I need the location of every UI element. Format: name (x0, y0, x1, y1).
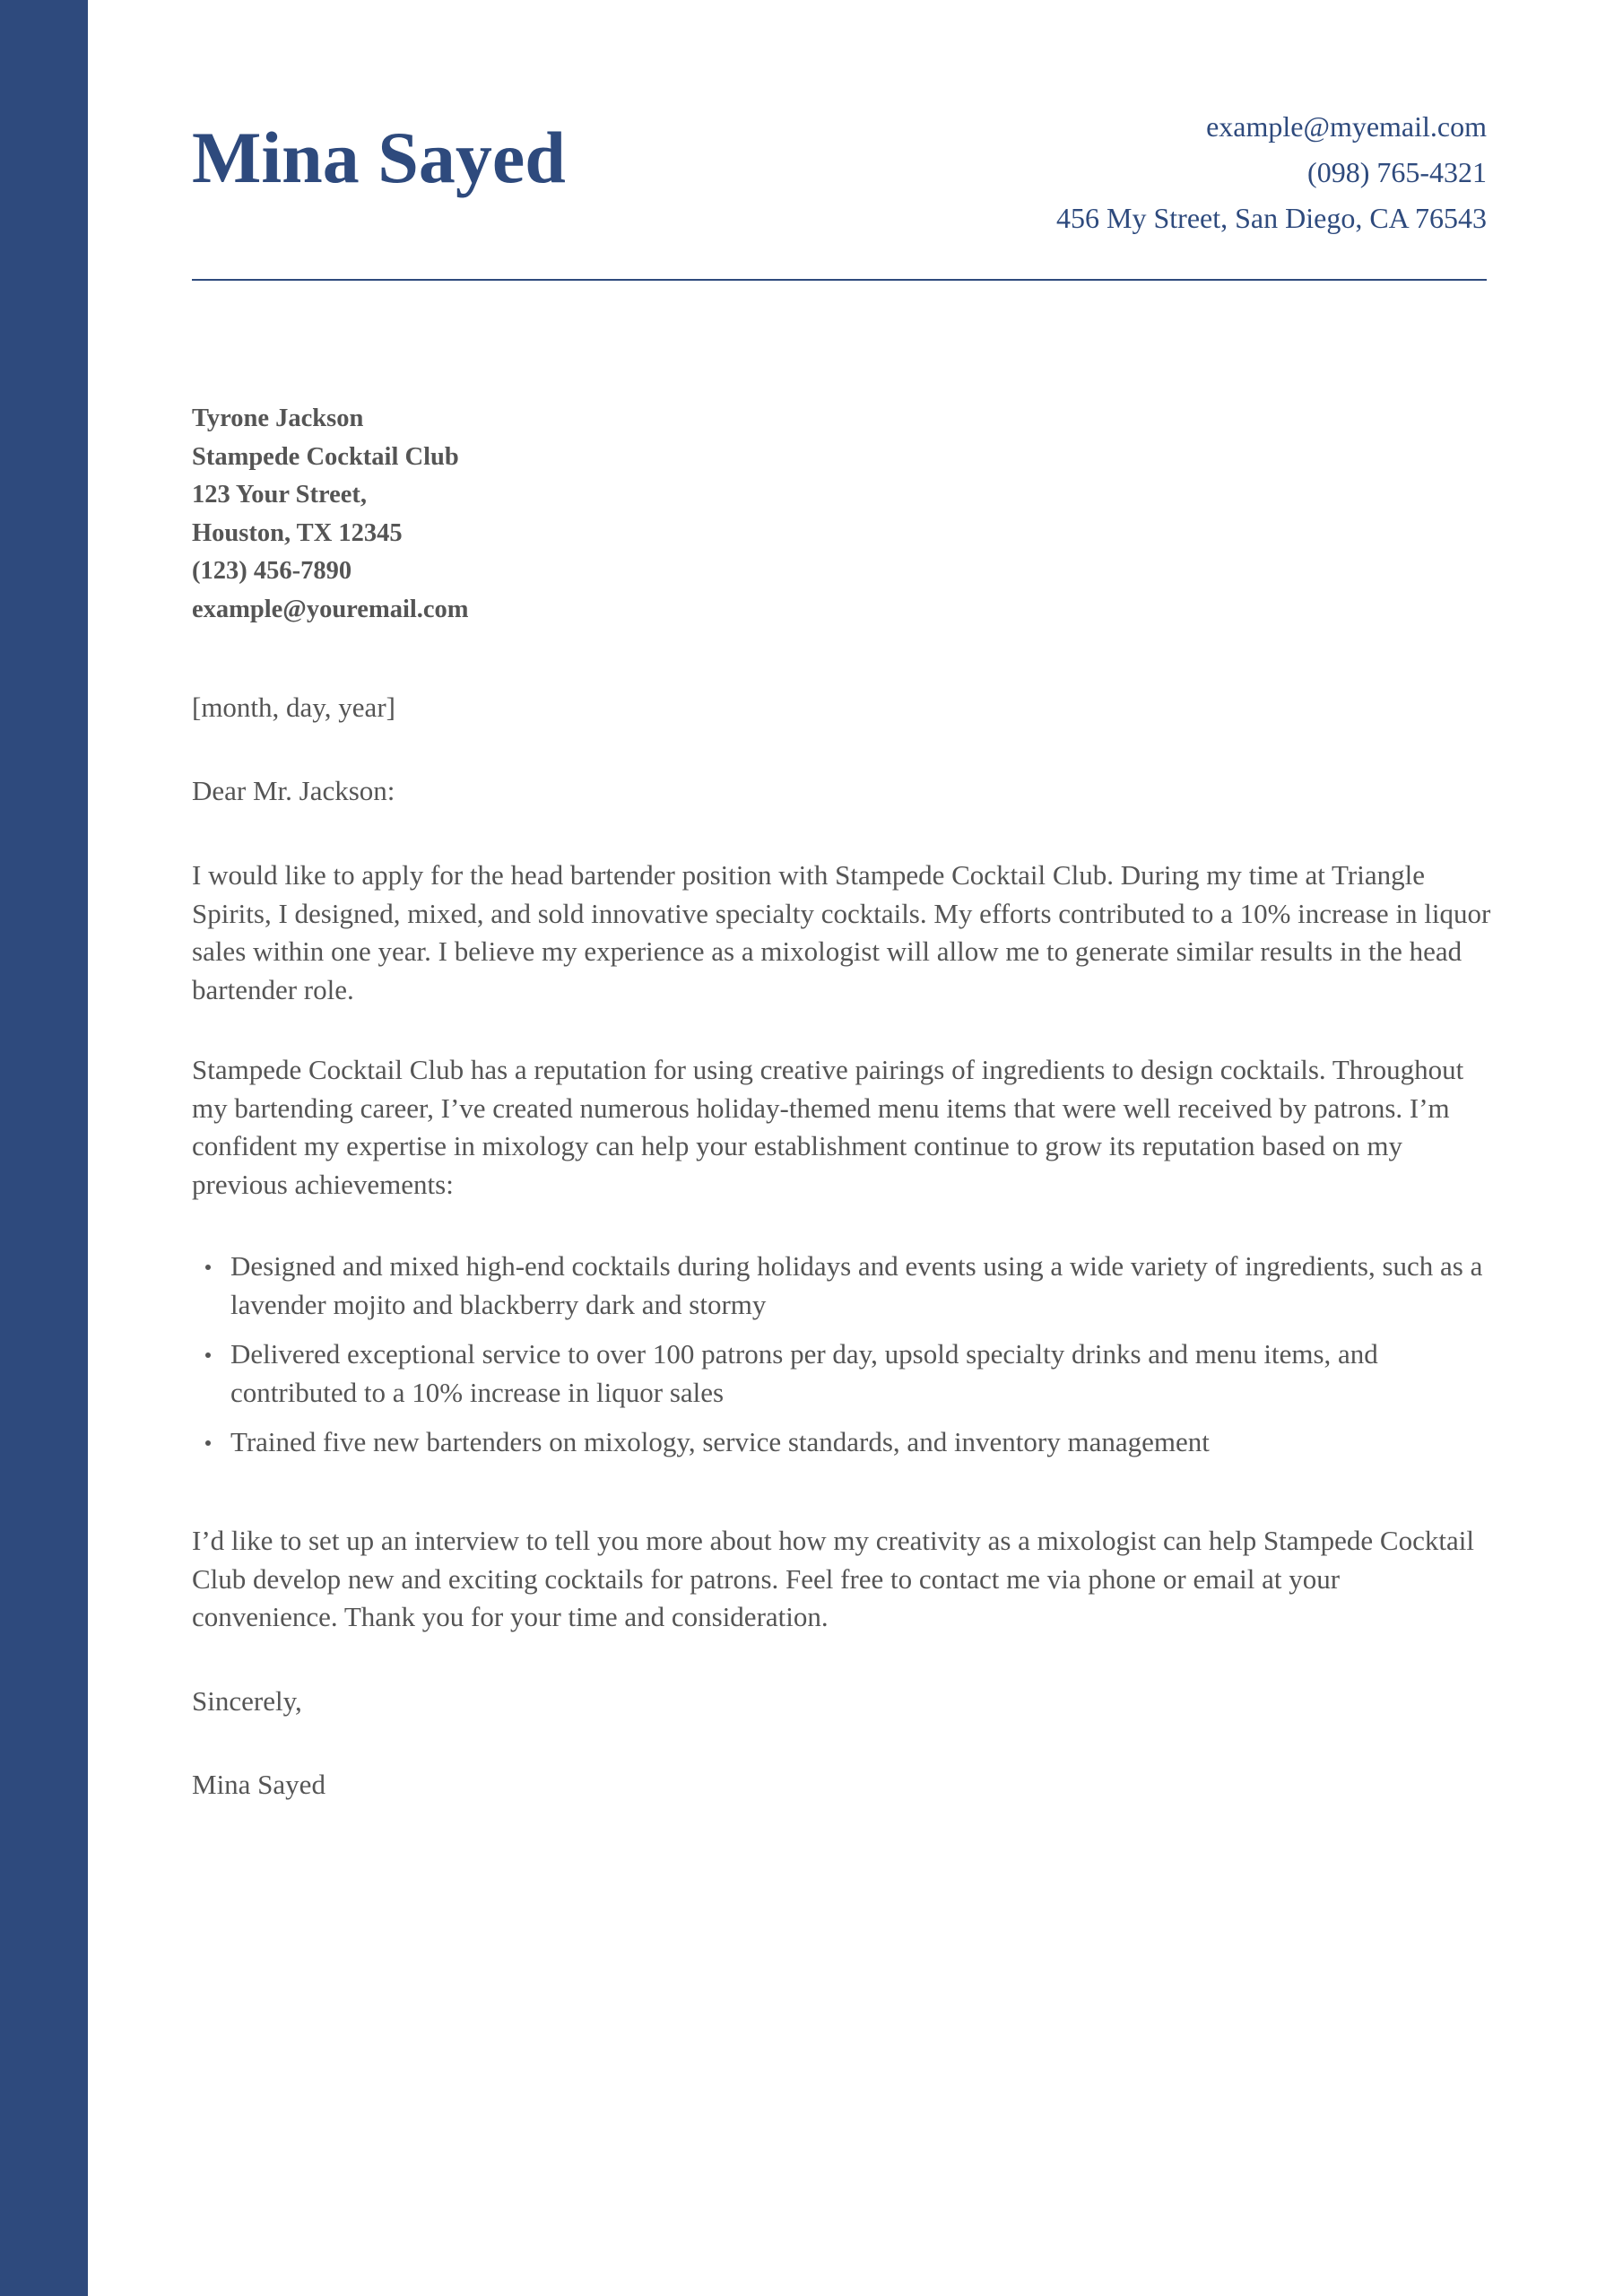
bullet-icon (205, 1265, 211, 1270)
paragraph-text: I would like to apply for the head bartender position with Stampede Cocktail Club. During my time at Triangle Spirits, I designed, mixed, and sold innovative specialty cocktails. My efforts contributed to a 10% increase in liquor sales within one year. I believe my experience as a mixologist will allow me to generate similar results in the head bartender role. (192, 859, 1491, 1005)
bullet-icon (205, 1352, 211, 1358)
header-divider (192, 279, 1487, 281)
recipient-name: Tyrone Jackson (192, 404, 364, 432)
letter-closing: Sincerely, (192, 1685, 302, 1717)
letter-paragraph-3 (192, 1522, 1492, 1637)
letter-paragraph-2 (192, 1051, 1492, 1204)
sender-phone: (098) 765-4321 (1307, 156, 1487, 188)
achievements-list (192, 1248, 1492, 1474)
bullet-icon (205, 1440, 211, 1446)
recipient-email: example@youremail.com (192, 595, 469, 623)
recipient-street: 123 Your Street, (192, 481, 367, 509)
recipient-block (192, 400, 469, 629)
side-accent-bar (0, 0, 88, 2296)
sender-email: example@myemail.com (1206, 110, 1487, 143)
sender-name: Mina Sayed (192, 117, 566, 198)
letter-paragraph-1 (192, 857, 1492, 1009)
sender-address: 456 My Street, San Diego, CA 76543 (1056, 202, 1487, 234)
sender-contact (1056, 104, 1487, 241)
paragraph-text: I’d like to set up an interview to tell you more about how my creativity as a mixologist can help Stampede Cocktail Club develop new and exciting cocktails for patrons. Feel free to contact me via phone or email at your convenience. Thank you for your time and consideration. (192, 1525, 1474, 1632)
list-item-text: Designed and mixed high-end cocktails during holidays and events using a wide variety of ingredients, such as a lavender mojito and blackberry dark and stormy (230, 1250, 1483, 1320)
letter-signature: Mina Sayed (192, 1769, 325, 1800)
list-item (192, 1423, 1492, 1462)
paragraph-text: Stampede Cocktail Club has a reputation for using creative pairings of ingredients to design cocktails. Throughout my bartending career, I’ve created numerous holiday-themed menu items that were well received by patrons. I’m confident my expertise in mixology can help your establishment continue to grow its reputation based on my previous achievements: (192, 1054, 1464, 1200)
list-item-text: Delivered exceptional service to over 100 patrons per day, upsold specialty drinks and menu items, and contributed to a 10% increase in liquor sales (230, 1338, 1378, 1408)
recipient-company: Stampede Cocktail Club (192, 442, 459, 471)
letter-date: [month, day, year] (192, 691, 395, 723)
list-item-text: Trained five new bartenders on mixology, service standards, and inventory management (230, 1426, 1210, 1457)
letter-salutation: Dear Mr. Jackson: (192, 775, 395, 806)
list-item (192, 1335, 1492, 1412)
list-item (192, 1248, 1492, 1324)
recipient-city: Houston, TX 12345 (192, 518, 403, 547)
recipient-phone: (123) 456-7890 (192, 557, 352, 585)
